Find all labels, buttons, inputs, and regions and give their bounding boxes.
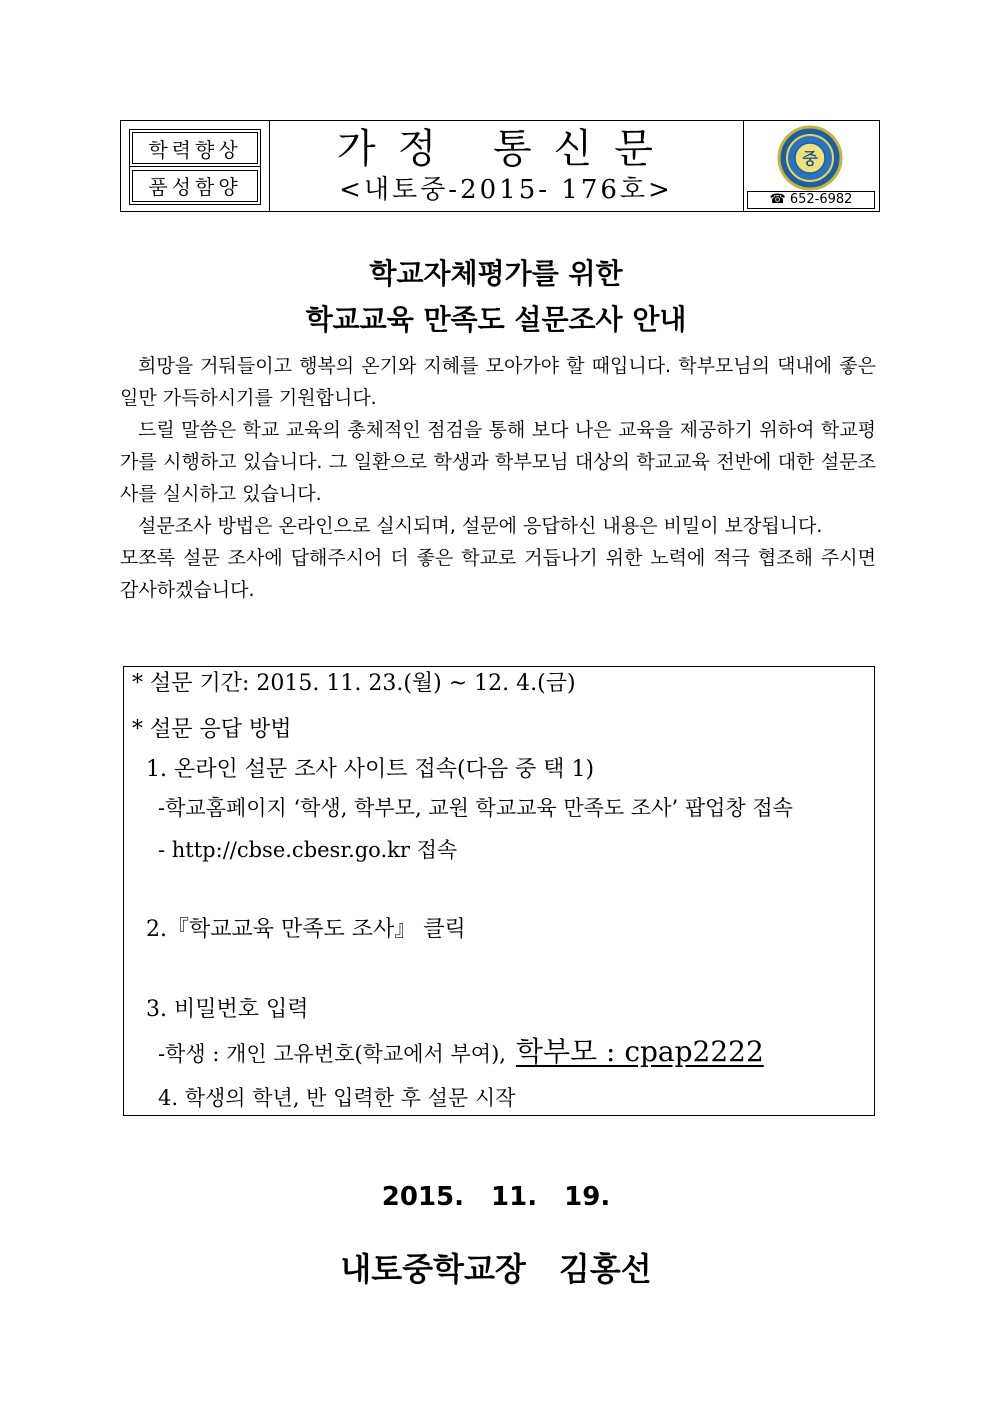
document-title-line-1: 학교자체평가를 위한 xyxy=(369,257,623,290)
step-3-passwords xyxy=(158,1037,764,1069)
newsletter-title: 가정 통신문 xyxy=(337,126,675,172)
survey-info-box xyxy=(123,666,875,1116)
step-1-homepage: -학교홈페이지 ‘학생, 학부모, 교원 학교교육 만족도 조사’ 팝업창 접속 xyxy=(158,796,793,820)
response-method-heading: * 설문 응답 방법 xyxy=(132,717,292,742)
motto-character: 품성함양 xyxy=(129,167,261,205)
newsletter-header xyxy=(120,120,880,212)
motto-academic: 학력향상 xyxy=(129,129,261,167)
survey-period: * 설문 기간: 2015. 11. 23.(월) ~ 12. 4.(금) xyxy=(132,671,576,696)
step-1: 1. 온라인 설문 조사 사이트 접속(다음 중 택 1) xyxy=(146,757,595,782)
paragraph-request: 모쪼록 설문 조사에 답해주시어 더 좋은 학교로 거듭나기 위한 노력에 적극 협조해 주시면 감사하겠습니다. xyxy=(120,547,876,601)
parent-password: 학부모 : cpap2222 xyxy=(515,1035,764,1068)
school-emblem-icon xyxy=(777,125,843,191)
phone-number: ☎ 652-6982 xyxy=(747,191,875,209)
paragraph-greeting: 희망을 거둬들이고 행복의 온기와 지혜를 모아가야 할 때입니다. 학부모님의 댁내에 좋은 일만 가득하시기를 기원합니다. xyxy=(120,355,876,409)
document-title-line-2: 학교교육 만족도 설문조사 안내 xyxy=(305,303,687,336)
paragraph-method: 설문조사 방법은 온라인으로 실시되며, 설문에 응답하신 내용은 비밀이 보장됩니다. xyxy=(138,515,823,537)
school-motto xyxy=(129,129,261,205)
emblem-text: 중 xyxy=(802,149,818,168)
student-password-note: -학생 : 개인 고유번호(학교에서 부여), xyxy=(158,1042,506,1066)
step-4: 4. 학생의 학년, 반 입력한 후 설문 시작 xyxy=(158,1086,516,1110)
step-1-url: - http://cbse.cbesr.go.kr 접속 xyxy=(158,838,458,862)
letter-body xyxy=(120,350,876,606)
principal-signature: 내토중학교장 김홍선 xyxy=(340,1250,652,1288)
header-divider xyxy=(269,121,270,211)
issue-date: 2015. 11. 19. xyxy=(381,1182,611,1212)
step-2: 2.『학교교육 만족도 조사』 클릭 xyxy=(146,917,466,942)
issue-number: <내토중-2015- 176호> xyxy=(339,175,673,205)
paragraph-purpose: 드릴 말씀은 학교 교육의 총체적인 점검을 통해 보다 나은 교육을 제공하기 위하여 학교평가를 시행하고 있습니다. 그 일환으로 학생과 학부모님 대상의 학교교육 전반에 대한 설문조사를 실시하고 있습니다. xyxy=(120,419,876,505)
header-divider xyxy=(743,121,744,211)
step-3: 3. 비밀번호 입력 xyxy=(146,997,309,1022)
